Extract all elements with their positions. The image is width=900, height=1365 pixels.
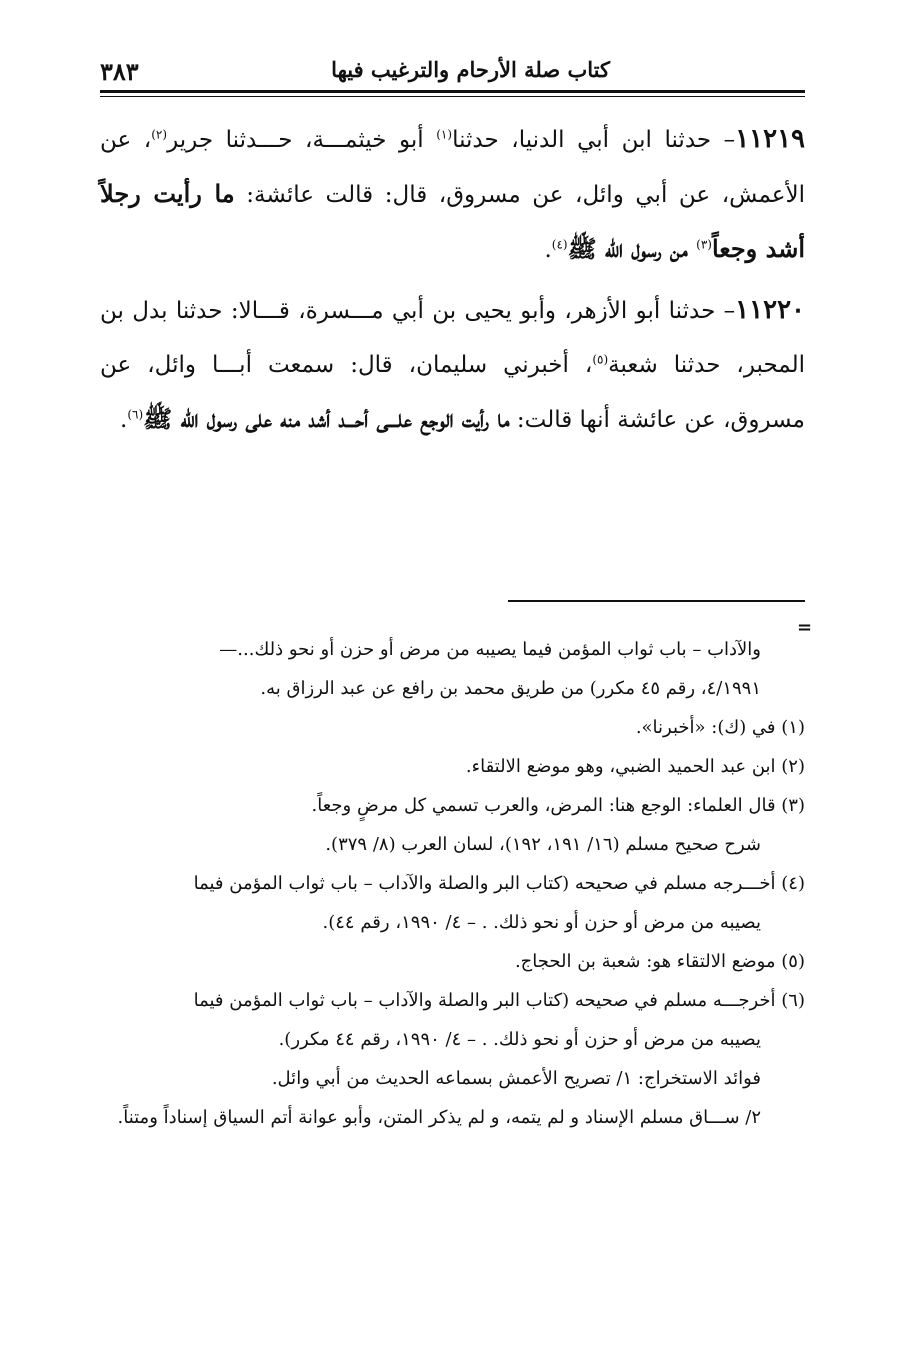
hadith-11220 (100, 283, 805, 447)
extraction-benefit-2: ٢/ ســـاق مسلم الإسناد و لم يتمه، و لم يذكر المتن، وأبو عوانة أتم السياق إسناداً ومتناً. (117, 1107, 761, 1128)
page-number: ٣٨٣ (100, 57, 139, 86)
text-segment: ، أخبرني سليمان، قال: سمعت أبـــا وائل، عن مسروق، عن عائشة أنها قالت: (100, 352, 805, 433)
footnote-5: (٥) موضع الالتقاء هو: شعبة بن الحجاج. (514, 951, 805, 972)
footnote-ref: (٣) (696, 237, 712, 252)
hadith-11219 (100, 112, 805, 277)
hadith-matn: من رسول الله ﷺ (567, 234, 697, 263)
text-segment: – حدثنا ابن أبي الدنيا، حدثنا (452, 127, 736, 153)
text-segment: ، عن الأعمش، عن أبي وائل، عن مسروق، قال: قالت عائشة: (100, 127, 805, 208)
running-title: كتاب صلة الأرحام والترغيب فيها (331, 57, 610, 82)
text-segment: . (544, 237, 552, 263)
footnote-6-cont: يصيبه من مرض أو حزن أو نحو ذلك. . – ٤/ ١٩٩٠، رقم ٤٤ مكرر). (278, 1029, 761, 1050)
footnote-ref: (٥) (592, 352, 609, 367)
footnote-continued: والآداب – باب ثواب المؤمن فيما يصيبه من مرض أو حزن أو نحو ذلك...— (219, 639, 761, 660)
page-header (100, 55, 805, 91)
hadith-number: ١١٢١٩ (735, 124, 806, 154)
main-text (100, 112, 805, 453)
text-segment: أبو خيثمـــة، حـــدثنا جرير (167, 127, 437, 153)
footnote-ref: (٦) (127, 407, 144, 422)
footnote-3: (٣) قال العلماء: الوجع هنا: المرض، والعرب تسمي كل مرضٍ وجعاً. (311, 795, 805, 816)
footnote-ref: (١) (436, 127, 453, 142)
footnote-4: (٤) أخـــرجه مسلم في صحيحه (كتاب البر والصلة والآداب – باب ثواب المؤمن فيما (193, 873, 805, 894)
extraction-benefit-1: فوائد الاستخراج: ١/ تصريح الأعمش بسماعه الحديث من أبي وائل. (271, 1068, 761, 1089)
footnote-2: (٢) ابن عبد الحميد الضبي، وهو موضع الالتقاء. (465, 756, 805, 777)
hadith-matn: ما رأيت رجلاً أشد وجعاً (100, 179, 805, 263)
text-segment: . (120, 407, 128, 433)
footnote-4-cont: يصيبه من مرض أو حزن أو نحو ذلك. . – ٤/ ١٩٩٠، رقم ٤٤). (322, 912, 761, 933)
hadith-number: ١١٢٢٠ (735, 295, 805, 325)
footnotes (100, 630, 805, 1137)
footnote-3-cont: شرح صحيح مسلم (١٦/ ١٩١، ١٩٢)، لسان العرب (٨/ ٣٧٩). (325, 834, 761, 855)
footnote-ref: (٤) (551, 237, 568, 252)
footnote-6: (٦) أخرجـــه مسلم في صحيحه (كتاب البر والصلة والآداب – باب ثواب المؤمن فيما (193, 990, 805, 1011)
header-rule-thick (100, 90, 805, 93)
continuation-marker: = (797, 617, 813, 638)
header-rule-thin (100, 96, 805, 97)
footnote-continued: ٤/١٩٩١، رقم ٤٥ مكرر) من طريق محمد بن رافع عن عبد الرزاق به. (260, 678, 761, 699)
hadith-matn: ما رأيت الوجع علـــى أحـــد أشد منه على رسول الله ﷺ (143, 404, 510, 433)
footnote-separator (508, 600, 805, 602)
footnote-1: (١) في (ك): «أخبرنا». (635, 717, 805, 738)
text-segment: – حدثنا أبو الأزهر، وأبو يحيى بن أبي مـــسرة، قـــالا: حدثنا بدل بن المحبر، حدثنا شعبة (100, 298, 805, 378)
footnote-ref: (٢) (151, 127, 168, 142)
